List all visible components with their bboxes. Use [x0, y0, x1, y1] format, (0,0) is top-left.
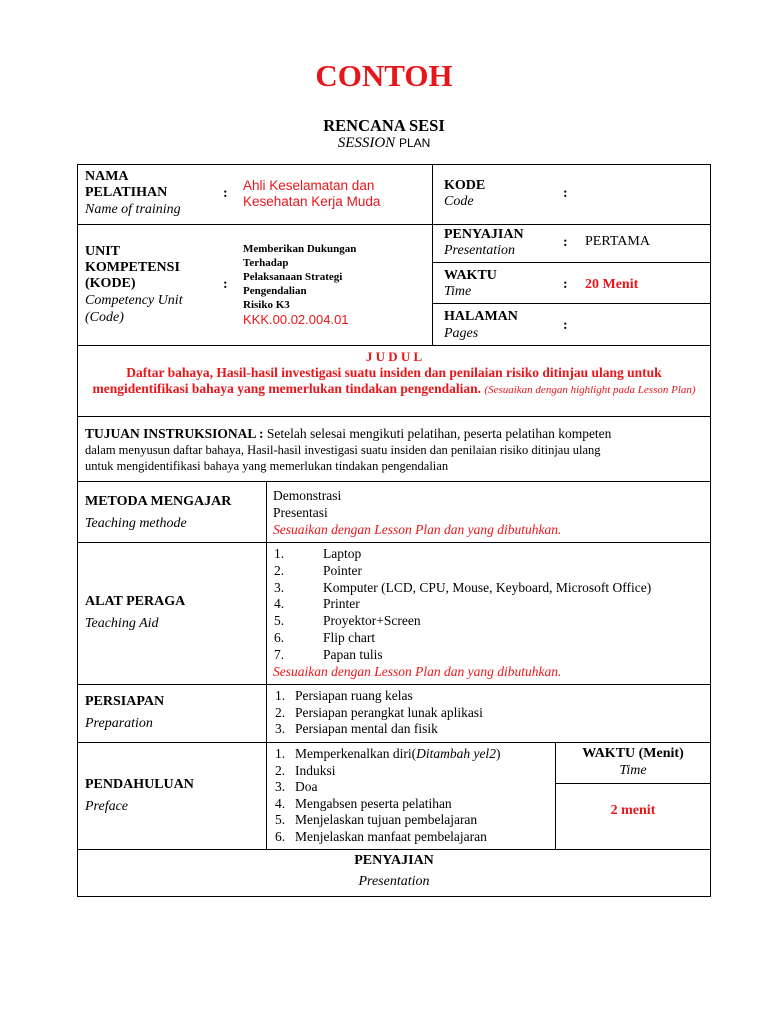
kode-en: Code	[444, 194, 474, 209]
pendahuluan-waktu-label: WAKTU (Menit)	[582, 746, 684, 761]
colon: :	[255, 426, 264, 441]
colon: :	[563, 186, 568, 201]
halaman-en: Pages	[444, 326, 479, 341]
tujuan-text-line3: untuk mengidentifikasi bahaya yang memerlukan tindakan pengendalian	[85, 459, 449, 473]
judul-text-content: Daftar bahaya, Hasil-hasil investigasi suatu insiden dan penilaian risiko ditinjau ulang untuk mengidentifikasi bahaya yang memerlukan tindakan pengendalian.	[92, 365, 662, 396]
colon: :	[563, 235, 568, 250]
unit-value-line5: Risiko K3	[243, 299, 290, 311]
metoda-item-2: Presentasi	[273, 505, 328, 520]
kode-label: KODE	[444, 178, 486, 193]
metoda-item-1: Demonstrasi	[273, 488, 342, 503]
unit-en-line2: (Code)	[85, 310, 124, 325]
judul-text	[90, 365, 698, 398]
waktu-en: Time	[444, 284, 472, 299]
nama-pelatihan-label: NAMA	[85, 169, 129, 184]
tujuan-instruksional	[85, 425, 705, 474]
unit-en-line1: Competency Unit	[85, 293, 183, 308]
colon: :	[223, 277, 228, 292]
list-item: 3. Komputer (LCD, CPU, Mouse, Keyboard, Microsoft Office)	[274, 579, 652, 595]
nama-pelatihan-value	[243, 178, 380, 209]
waktu-value: 20 Menit	[585, 277, 639, 292]
divider	[78, 542, 710, 543]
list-item: 7. Papan tulis	[274, 646, 383, 662]
document-subtitle: RENCANA SESI	[323, 116, 445, 135]
divider	[78, 849, 710, 850]
nama-pelatihan-value-line2: Kesehatan Kerja Muda	[243, 193, 381, 209]
metoda-label: METODA MENGAJAR	[85, 494, 232, 509]
penyajian-section-en: Presentation	[358, 874, 430, 889]
divider	[78, 742, 710, 743]
list-item: 5. Proyektor+Screen	[274, 613, 421, 629]
divider	[78, 684, 710, 685]
alat-list	[274, 546, 651, 664]
pendahuluan-en: Preface	[85, 799, 129, 814]
pendahuluan-waktu-value: 2 menit	[610, 803, 656, 818]
judul-note: (Sesuaikan dengan highlight pada Lesson Plan)	[484, 383, 696, 396]
pendahuluan-waktu-en: Time	[619, 763, 647, 778]
judul-label: J U D U L	[365, 349, 423, 364]
metoda-en: Teaching methode	[85, 516, 187, 531]
list-item: 1. Laptop	[274, 546, 362, 561]
list-item: 5. Menjelaskan tujuan pembelajaran	[275, 812, 478, 827]
penyajian-value: PERTAMA	[585, 234, 650, 249]
divider	[433, 262, 710, 263]
metoda-note: Sesuaikan dengan Lesson Plan dan yang dibutuhkan.	[273, 522, 562, 537]
tujuan-text-line1: Setelah selesai mengikuti pelatihan, peserta pelatihan kompeten	[263, 426, 612, 441]
divider	[432, 165, 433, 345]
list-item: 1. Memperkenalkan diri( Ditambah yel2 )	[275, 746, 501, 761]
list-item: 1. Persiapan ruang kelas	[275, 688, 413, 703]
persiapan-en: Preparation	[85, 716, 153, 731]
unit-label-line1: UNIT	[85, 244, 121, 259]
unit-code: KKK.00.02.004.01	[243, 312, 349, 327]
list-item: 3. Doa	[275, 779, 318, 794]
nama-pelatihan-value-line1: Ahli Keselamatan dan	[243, 178, 375, 193]
list-item: 2. Pointer	[274, 562, 362, 578]
unit-value-line1: Memberikan Dukungan	[243, 243, 357, 255]
list-item: 3. Persiapan mental dan fisik	[275, 721, 438, 736]
persiapan-label: PERSIAPAN	[85, 694, 165, 709]
page-title: CONTOH	[315, 58, 453, 93]
alat-en: Teaching Aid	[85, 616, 159, 631]
pendahuluan-label: PENDAHULUAN	[85, 777, 194, 792]
divider	[78, 481, 710, 482]
list-item: 4. Mengabsen peserta pelatihan	[275, 795, 452, 811]
list-item: 2. Induksi	[275, 762, 336, 778]
tujuan-line1	[85, 425, 705, 442]
list-item: 2. Persiapan perangkat lunak aplikasi	[275, 704, 483, 720]
persiapan-list	[275, 688, 483, 738]
waktu-label: WAKTU	[444, 268, 497, 283]
unit-label-line2: KOMPETENSI	[85, 260, 180, 275]
penyajian-label: PENYAJIAN	[444, 227, 524, 242]
alat-note: Sesuaikan dengan Lesson Plan dan yang dibutuhkan.	[273, 664, 562, 679]
subtitle-en-plain: PLAN	[398, 136, 431, 150]
subtitle-en-italic: SESSION	[337, 135, 396, 151]
nama-pelatihan-label-2: PELATIHAN	[85, 185, 168, 200]
unit-value-line2: Terhadap	[243, 257, 289, 269]
unit-label-line3: (KODE)	[85, 276, 136, 291]
halaman-label: HALAMAN	[444, 309, 518, 324]
nama-pelatihan-en: Name of training	[85, 202, 181, 217]
unit-value-line4: Pengendalian	[243, 285, 307, 297]
penyajian-en: Presentation	[444, 243, 516, 258]
divider	[433, 303, 710, 304]
colon: :	[223, 186, 228, 201]
divider	[78, 345, 710, 346]
divider	[78, 416, 710, 417]
list-item: 6. Menjelaskan manfaat pembelajaran	[275, 828, 487, 844]
penyajian-section-label: PENYAJIAN	[354, 853, 434, 868]
divider	[266, 482, 267, 849]
list-item: 4. Printer	[274, 596, 360, 612]
pendahuluan-list	[275, 746, 500, 845]
unit-value	[243, 242, 356, 312]
divider	[78, 224, 710, 225]
colon: :	[563, 318, 568, 333]
tujuan-label: TUJUAN INSTRUKSIONAL	[85, 426, 256, 441]
alat-label: ALAT PERAGA	[85, 594, 186, 609]
colon: :	[563, 277, 568, 292]
tujuan-text-line2: dalam menyusun daftar bahaya, Hasil-hasil investigasi suatu insiden dan penilaian risiko ditinjau ulang	[85, 443, 601, 457]
list-item: 6. Flip chart	[274, 629, 376, 645]
divider	[556, 783, 710, 784]
document-subtitle-en	[0, 135, 768, 152]
unit-value-line3: Pelaksanaan Strategi	[243, 271, 343, 283]
